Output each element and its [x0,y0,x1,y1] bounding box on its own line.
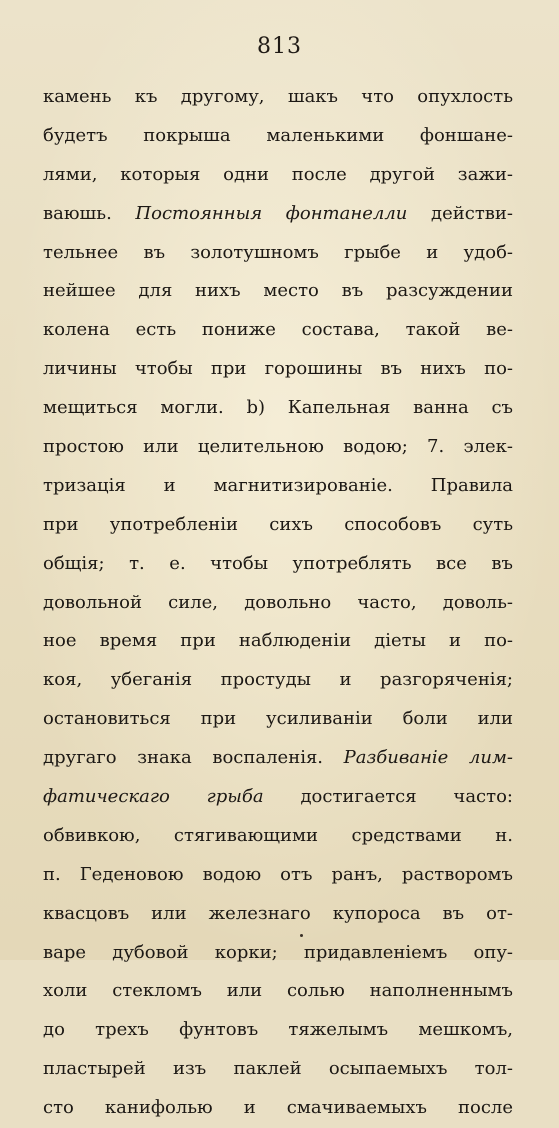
text-line: мещиться могли. b) Капельная ванна съ [43,397,513,419]
text-line: простою или целительною водою; 7. элек- [43,436,513,458]
text-line: довольной силе, довольно часто, доволь- [43,591,513,613]
page-number: 813 [257,34,302,59]
text-line: другаго знака воспаленія. Разбиваніе лим- [43,747,513,769]
text-line: лями, которыя одни после другой зажи- [43,163,513,185]
text-line: холи стекломъ или солью наполненнымъ [43,980,513,1002]
text-line: коя, убеганія простуды и разгоряченія; [43,669,513,691]
text-line: ное время при наблюденіи діеты и по- [43,630,513,652]
text-line: квасцовъ или железнаго купороса въ от- [43,902,513,924]
text-line: тризація и магнитизированіе. Правила [43,474,513,496]
text-line: при употребленіи сихъ способовъ суть [43,513,513,535]
text-line: остановиться при усиливаніи боли или [43,708,513,730]
italic-phrase: Разбиваніе лим- [343,747,513,769]
text-line: колена есть пониже состава, такой ве- [43,319,513,341]
italic-phrase: Постоянныя фонтанелли [135,202,408,224]
text-line: сто канифолью и смачиваемыхъ после [43,1097,513,1119]
text-line: пластырей изъ паклей осыпаемыхъ тол- [43,1058,513,1080]
text-line: фатическаго грыба достигается часто: [43,786,513,808]
italic-phrase: фатическаго грыба [43,786,264,808]
text-line: п. Геденовою водою отъ ранъ, растворомъ [43,863,513,885]
text-line: общія; т. е. чтобы употреблять все въ [43,552,513,574]
body-text [43,78,513,1128]
text-line: будетъ покрыша маленькими фоншане- [43,124,513,146]
text-line: обвивкою, стягивающими средствами н. [43,824,513,846]
text-line: варе дубовой корки; придавленіемъ опу- [43,941,513,963]
text-line: до трехъ фунтовъ тяжелымъ мешкомъ, [43,1019,513,1041]
text-line: камень къ другому, шакъ что опухлость [43,86,513,107]
ink-speck [300,934,303,937]
text-line: личины чтобы при горошины въ нихъ по- [43,358,513,380]
text-line: нейшее для нихъ место въ разсуждении [43,280,513,302]
text-line: ваюшь. Постоянныя фонтанелли действи- [43,202,513,224]
text-line: тельнее въ золотушномъ грыбе и удоб- [43,241,513,263]
